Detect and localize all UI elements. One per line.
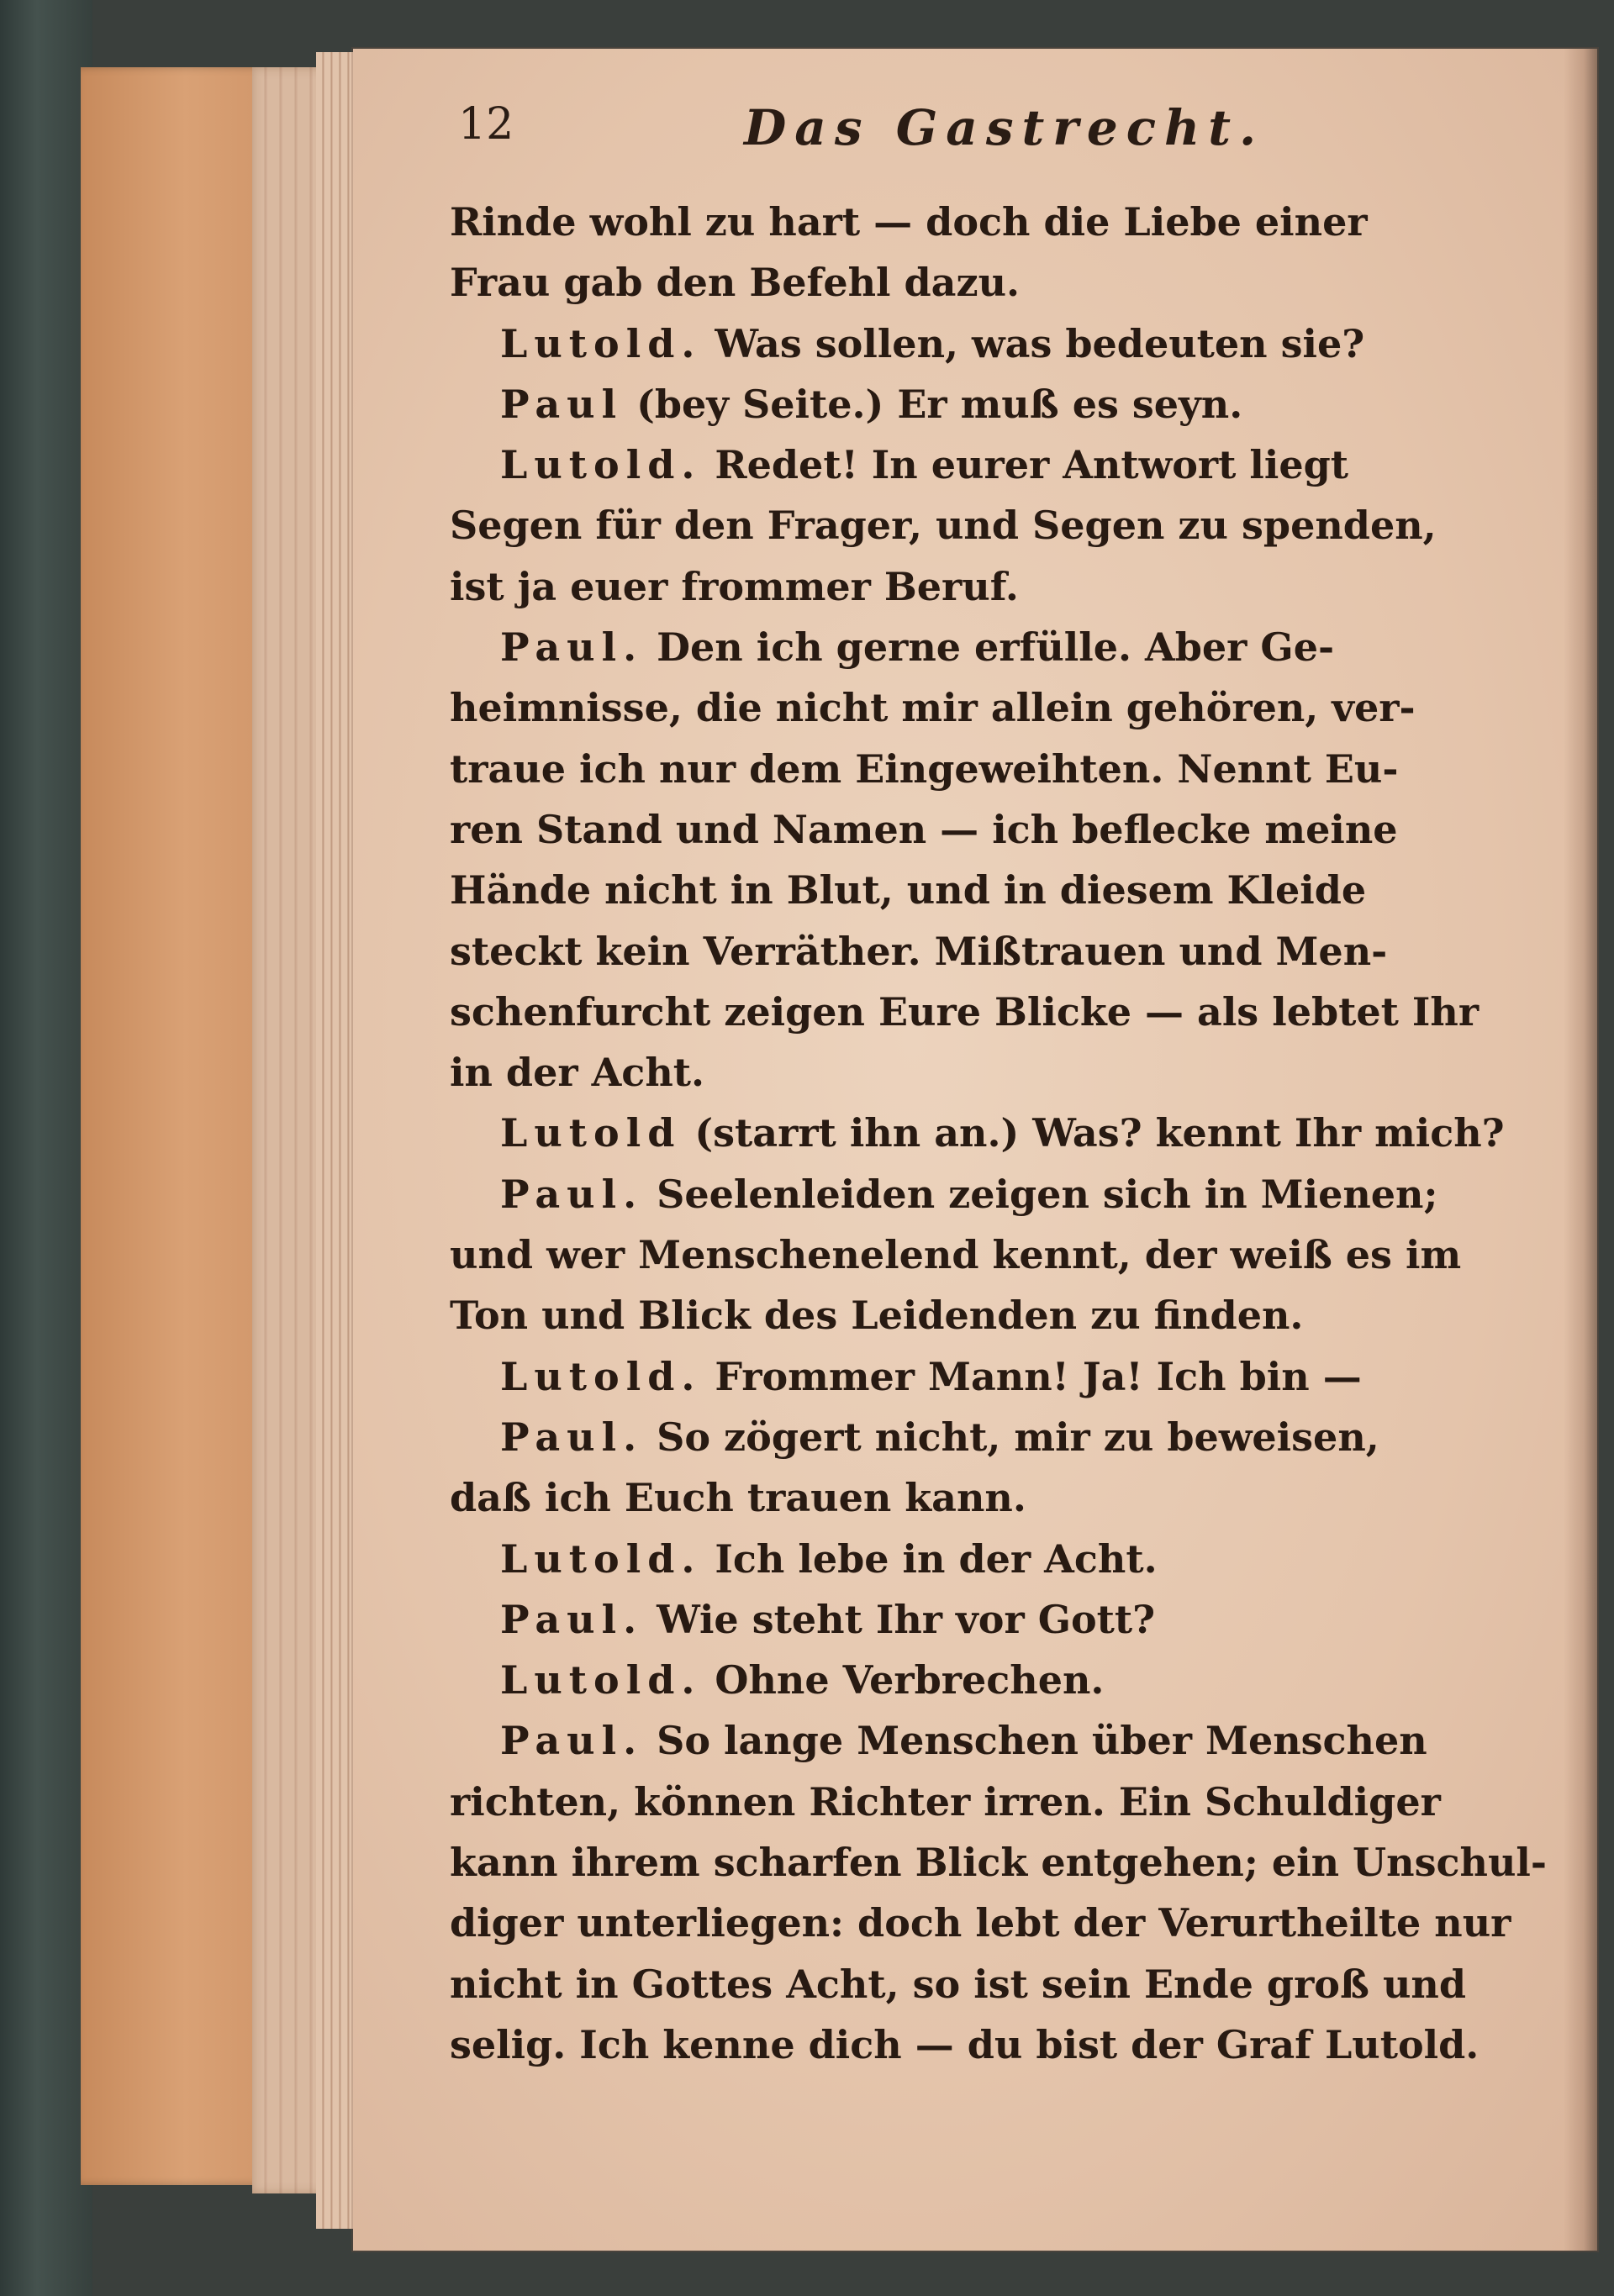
text-line — [450, 617, 1416, 677]
text-line — [450, 1407, 1416, 1467]
text-line — [450, 1467, 1416, 1528]
line-text: daß ich Euch trauen kann. — [450, 1475, 1026, 1521]
text-line — [450, 1529, 1416, 1589]
speaker-name: Paul. — [500, 624, 644, 671]
speaker-name: Lutold. — [500, 1657, 702, 1704]
line-text: heimnisse, die nicht mir allein gehören, ver- — [450, 685, 1416, 731]
text-line — [450, 1164, 1438, 1224]
text-line — [450, 1285, 1416, 1345]
line-text: kann ihrem scharfen Blick entgehen; ein Unschul- — [450, 1840, 1547, 1886]
text-line — [450, 1650, 1416, 1710]
line-text: selig. Ich kenne dich — du bist der Graf Lutold. — [450, 2021, 1480, 2067]
speaker-name: Lutold — [500, 1110, 682, 1156]
line-text: in der Acht. — [450, 1050, 705, 1096]
text-line — [450, 799, 1416, 860]
text-line — [450, 1042, 1416, 1103]
text-line — [450, 1346, 1416, 1407]
text-line — [450, 982, 1480, 1042]
line-text: Hände nicht in Blut, und in diesem Kleide — [450, 867, 1367, 914]
speaker-name: Paul. — [500, 1718, 644, 1764]
line-text: (starrt ihn an.) Was? kennt Ihr mich? — [681, 1110, 1505, 1156]
line-text: Frommer Mann! Ja! Ich bin — — [701, 1353, 1362, 1399]
line-text: Den ich gerne erfülle. Aber Ge- — [643, 624, 1335, 671]
text-line — [450, 1954, 1467, 2014]
page-header — [458, 99, 1467, 175]
text-line — [450, 1710, 1427, 1771]
line-text: Was sollen, was bedeuten sie? — [701, 320, 1365, 366]
line-text: Seelenleiden zeigen sich in Mienen; — [643, 1171, 1438, 1217]
line-text: Rinde wohl zu hart — doch die Liebe einer — [450, 199, 1368, 245]
speaker-name: Lutold. — [500, 1353, 702, 1399]
text-line — [450, 677, 1416, 738]
text-line — [450, 434, 1416, 495]
text-line — [450, 252, 1416, 313]
line-text: schenfurcht zeigen Eure Blicke — als lebtet Ihr — [450, 988, 1480, 1035]
line-text: ist ja euer frommer Beruf. — [450, 563, 1019, 609]
text-line — [450, 2014, 1480, 2075]
line-text: richten, können Richter irren. Ein Schuldiger — [450, 1778, 1441, 1825]
page-text — [450, 192, 1547, 2075]
page-number: 12 — [458, 99, 514, 150]
speaker-name: Paul. — [500, 1171, 644, 1217]
line-text: diger unterliegen: doch lebt der Verurtheilte nur — [450, 1900, 1511, 1946]
line-text: So lange Menschen über Menschen — [643, 1718, 1427, 1764]
speaker-name: Lutold. — [500, 320, 702, 366]
text-line — [450, 1893, 1511, 1953]
text-line — [450, 1772, 1441, 1832]
text-line — [450, 1224, 1462, 1285]
line-text: Frau gab den Befehl dazu. — [450, 260, 1021, 306]
line-text: Ohne Verbrechen. — [701, 1657, 1105, 1704]
text-line — [450, 921, 1416, 982]
line-text: steckt kein Verräther. Mißtrauen und Men- — [450, 928, 1388, 974]
speaker-name: Lutold. — [500, 442, 702, 488]
line-text: und wer Menschenelend kennt, der weiß es im — [450, 1232, 1462, 1278]
book-spine — [0, 0, 92, 2296]
text-line — [450, 860, 1416, 920]
line-text: (bey Seite.) Er muß es seyn. — [623, 381, 1243, 427]
line-text: Redet! In eurer Antwort liegt — [701, 442, 1348, 488]
speaker-name: Paul. — [500, 1596, 644, 1642]
text-line — [450, 556, 1416, 617]
speaker-name: Paul. — [500, 1414, 644, 1460]
line-text: nicht in Gottes Acht, so ist sein Ende groß und — [450, 1961, 1467, 2007]
line-text: Ton und Blick des Leidenden zu finden. — [450, 1293, 1304, 1339]
text-line — [450, 1103, 1505, 1163]
line-text: So zögert nicht, mir zu beweisen, — [643, 1414, 1379, 1460]
speaker-name: Lutold. — [500, 1535, 702, 1582]
line-text: traue ich nur dem Eingeweihten. Nennt Eu- — [450, 745, 1399, 792]
line-text: Segen für den Frager, und Segen zu spenden, — [450, 503, 1437, 549]
text-line — [450, 495, 1437, 556]
line-text: Ich lebe in der Acht. — [701, 1535, 1158, 1582]
text-line — [450, 313, 1416, 374]
line-text: Wie steht Ihr vor Gott? — [643, 1596, 1156, 1642]
text-line — [450, 739, 1416, 799]
text-line — [450, 374, 1416, 434]
text-line — [450, 192, 1416, 252]
page-gutter-shadow — [1564, 49, 1597, 2251]
running-title: Das Gastrecht. — [744, 99, 1265, 156]
text-line — [450, 1589, 1416, 1650]
line-text: ren Stand und Namen — ich beflecke meine — [450, 806, 1398, 852]
speaker-name: Paul — [500, 381, 624, 427]
text-line — [450, 1832, 1547, 1893]
